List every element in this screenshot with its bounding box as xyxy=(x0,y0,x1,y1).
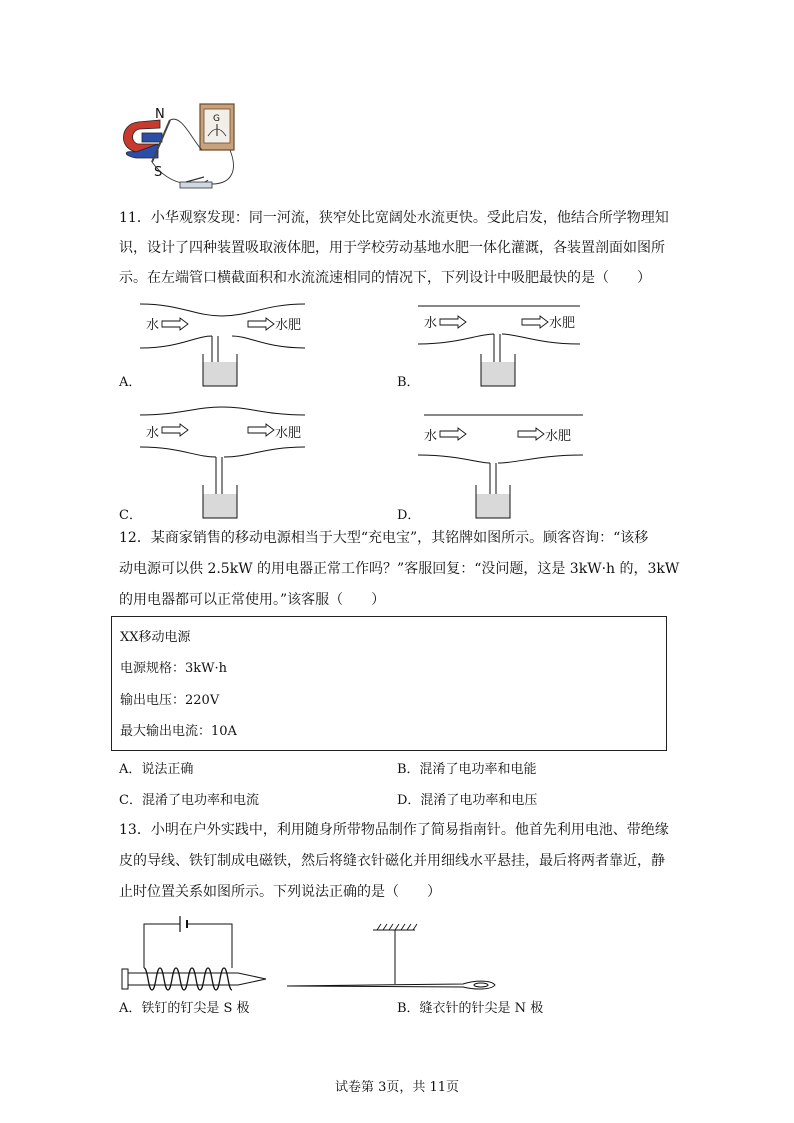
pipe-b-water-label: 水 xyxy=(424,316,438,331)
pipe-a-bottom-wall xyxy=(140,336,305,348)
galvanometer-g-label: G xyxy=(213,114,220,124)
q13-option-a[interactable]: A．铁钉的钉尖是 S 极 xyxy=(119,1001,250,1016)
pipe-c-water-label: 水 xyxy=(146,426,160,441)
pipe-figure-d xyxy=(418,405,583,520)
q12-option-c[interactable]: C．混淆了电功率和电流 xyxy=(119,793,259,808)
q13-option-b[interactable]: B．缝衣针的针尖是 N 极 xyxy=(397,1001,544,1016)
pipe-c-bottom-wall xyxy=(140,447,305,457)
pipe-c-fertilizer-label: 水肥 xyxy=(275,426,302,441)
magnet-galvanometer-figure xyxy=(112,100,252,195)
nameplate-voltage: 输出电压：220V xyxy=(120,693,220,708)
nameplate-current: 最大输出电流：10A xyxy=(120,724,237,739)
q11-line-1: 11．小华观察发现：同一河流，狭窄处比宽阔处水流更快。受此启发，他结合所学物理知 xyxy=(119,210,669,226)
pipe-b-arrow-right xyxy=(522,316,548,328)
switch-base xyxy=(180,182,212,188)
pipe-d-liquid xyxy=(477,494,510,518)
page-footer: 试卷第 3页，共 11页 xyxy=(334,1080,460,1095)
switch-blade xyxy=(186,177,204,182)
q12-line-2: 动电源可以供 2.5kW 的用电器正常工作吗？”客服回复：“没问题，这是 3kW·h 的，3kW xyxy=(119,561,680,577)
q12-option-d[interactable]: D．混淆了电功率和电压 xyxy=(397,793,538,808)
pipe-a-arrow-right xyxy=(248,318,274,330)
pipe-b-arrow-left xyxy=(440,316,466,328)
nameplate-title: XX移动电源 xyxy=(120,630,191,645)
pipe-d-arrow-right xyxy=(518,428,544,440)
nameplate-spec: 电源规格：3kW·h xyxy=(120,661,228,676)
pipe-d-arrow-left xyxy=(440,428,466,440)
q12-option-a[interactable]: A．说法正确 xyxy=(119,762,194,777)
pipe-a-arrow-left xyxy=(162,318,188,330)
battery-circuit-wire xyxy=(144,924,232,968)
pipe-a-liquid xyxy=(204,362,237,386)
q12-line-3: 的用电器都可以正常使用。”该客服（ ） xyxy=(119,592,386,608)
pipe-figure-c xyxy=(140,405,305,520)
q11-option-c[interactable]: C． xyxy=(119,508,142,523)
q11-line-2: 识，设计了四种装置吸取液体肥，用于学校劳动基地水肥一体化灌溉，各装置剖面如图所 xyxy=(119,240,665,256)
pipe-c-liquid xyxy=(204,494,237,518)
needle-eye xyxy=(474,983,488,987)
pipe-b-liquid xyxy=(482,362,515,386)
magnet-pole-block xyxy=(142,133,162,142)
pipe-d-bottom-wall xyxy=(418,455,583,463)
q11-line-3: 示。在左端管口横截面积和水流流速相同的情况下，下列设计中吸肥最快的是（ ） xyxy=(119,270,651,286)
pipe-a-water-label: 水 xyxy=(146,318,160,333)
pipe-a-fertilizer-label: 水肥 xyxy=(275,318,302,333)
pipe-a-top-wall xyxy=(140,304,305,316)
q12-line-1: 12．某商家销售的移动电源相当于大型“充电宝”，其铭牌如图所示。顾客咨询：“该移 xyxy=(119,530,649,546)
sewing-needle xyxy=(287,981,495,989)
q13-line-2: 皮的导线、铁钉制成电磁铁，然后将缝衣针磁化并用细线水平悬挂，最后将两者靠近，静 xyxy=(119,853,665,869)
q13-line-3: 止时位置关系如图所示。下列说法正确的是（ ） xyxy=(119,884,441,900)
pipe-d-water-label: 水 xyxy=(424,429,438,444)
q11-option-d[interactable]: D． xyxy=(397,508,421,523)
pipe-c-arrow-right xyxy=(248,424,274,436)
magnet-s-label: S xyxy=(154,165,163,180)
pipe-d-fertilizer-label: 水肥 xyxy=(545,429,572,444)
electromagnet-figure xyxy=(120,912,270,992)
pipe-figure-a xyxy=(140,296,305,390)
pipe-c-top-wall xyxy=(140,407,305,415)
nameplate-box xyxy=(111,616,667,751)
q12-option-b[interactable]: B．混淆了电功率和电能 xyxy=(397,762,537,777)
ceiling-hatch xyxy=(377,924,417,930)
nail-head xyxy=(122,969,128,989)
pipe-c-arrow-left xyxy=(162,424,188,436)
pipe-b-fertilizer-label: 水肥 xyxy=(549,316,576,331)
q11-option-b[interactable]: B． xyxy=(397,375,420,390)
pipe-figure-b xyxy=(418,296,583,390)
q13-line-1: 13．小明在户外实践中，利用随身所带物品制作了简易指南针。他首先利用电池、带绝缘 xyxy=(119,822,669,838)
magnet-n-label: N xyxy=(155,107,165,122)
q11-option-a[interactable]: A． xyxy=(119,375,142,390)
pipe-b-bottom-wall xyxy=(418,334,580,344)
needle-figure xyxy=(285,922,525,994)
